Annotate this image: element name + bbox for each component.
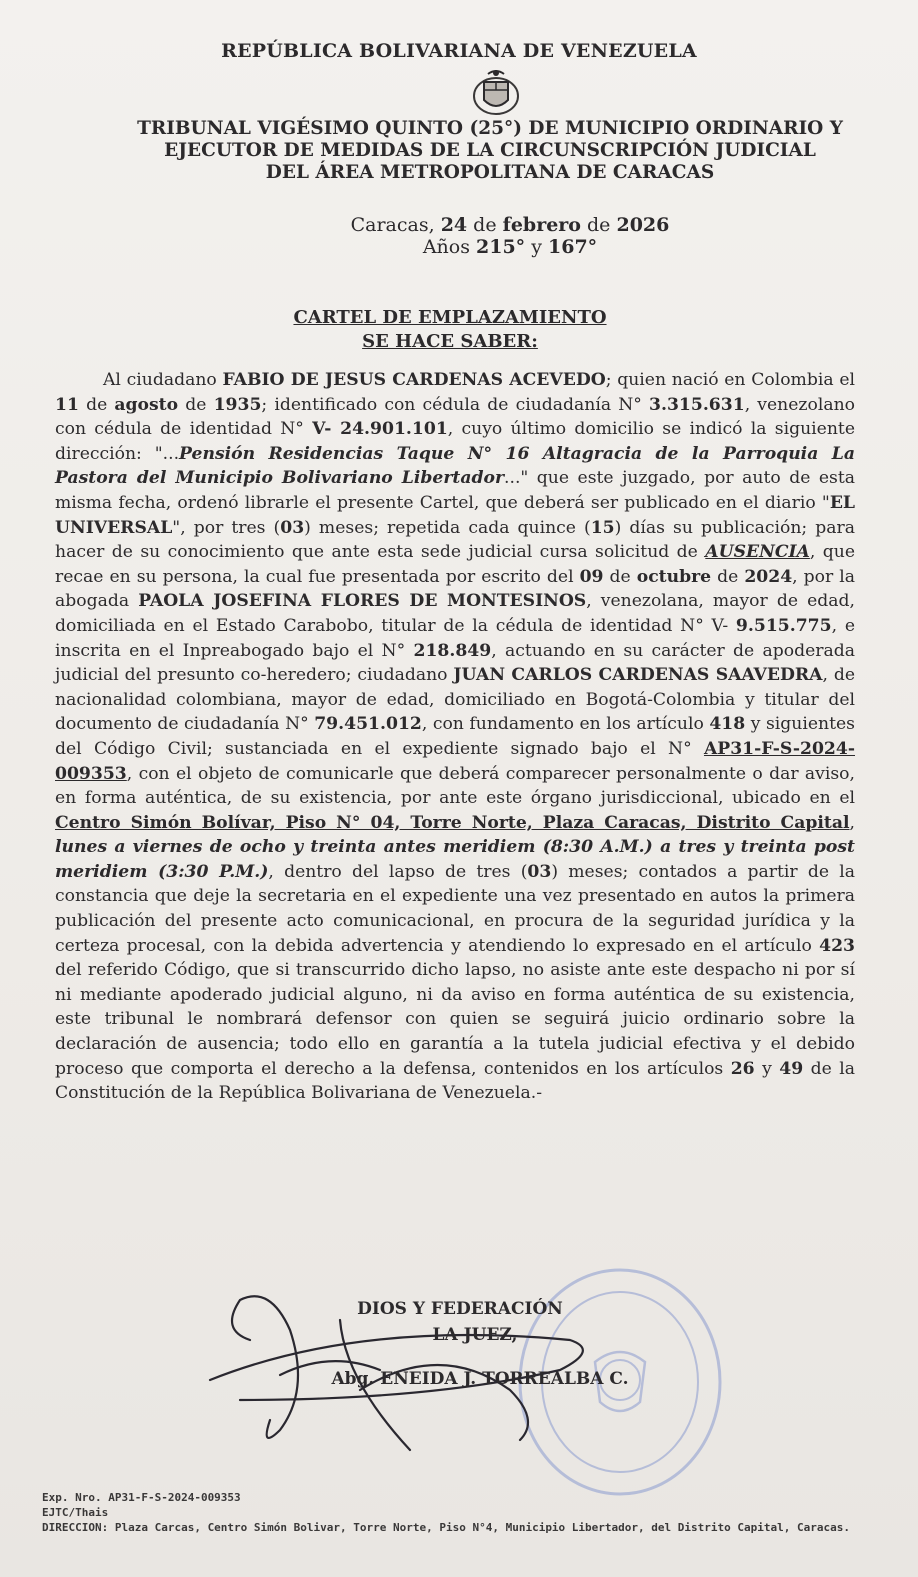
document-title (240, 306, 660, 354)
court-line-1: TRIBUNAL VIGÉSIMO QUINTO (25°) DE MUNICIPIO ORDINARIO Y (137, 118, 843, 139)
closing-role: LA JUEZ, (432, 1325, 518, 1345)
title-line-1: CARTEL DE EMPLAZAMIENTO (293, 307, 607, 328)
footer-references (42, 1490, 862, 1535)
closing-salutation: DIOS Y FEDERACIÓN (357, 1299, 563, 1319)
signer-name: Abg. ENEIDA J. TORREALBA C. (331, 1369, 629, 1389)
footer-initials: EJTC/Thais (42, 1506, 109, 1519)
court-line-2: EJECUTOR DE MEDIDAS DE LA CIRCUNSCRIPCIÓN JUDICIAL (164, 140, 816, 161)
country-heading: REPÚBLICA BOLIVARIANA DE VENEZUELA (221, 40, 697, 62)
dateline (250, 214, 770, 258)
closing-block (280, 1296, 640, 1392)
footer-address: DIRECCION: Plaza Carcas, Centro Simón Bolivar, Torre Norte, Piso N°4, Municipio Libertador, del Distrito Capital, Caracas. (42, 1521, 850, 1534)
footer-expediente: Exp. Nro. AP31-F-S-2024-009353 (42, 1491, 241, 1504)
court-line-3: DEL ÁREA METROPOLITANA DE CARACAS (265, 162, 715, 183)
title-line-2: SE HACE SABER: (362, 331, 538, 352)
notice-body (55, 368, 855, 1106)
date-line: Caracas, 24 de febrero de 2026 (350, 214, 670, 236)
coat-of-arms-icon (470, 66, 522, 118)
years-line: Años 215° y 167° (422, 236, 598, 258)
body-paragraph: Al ciudadano FABIO DE JESUS CARDENAS ACEVEDO; quien nació en Colombia el 11 de agosto de 1935; identificado con cédula de ciudadanía N° 3.315.631, venezolano con cédula de identidad N° V- 24.901.101, cuyo último domicilio se indicó la siguiente dirección: "...Pensión Residencias Taque N° 16 Altagracia de la Parroquia La Pastora del Municipio Bolivariano Libertador..." que este juzgado, por auto de esta misma fecha, ordenó librarle el presente Cartel, que deberá ser publicado en el diario "EL UNIVERSAL", por tres (03) meses; repetida cada quince (15) días su publicación; para hacer de su conocimiento que ante esta sede judicial cursa solicitud de AUSENCIA, que recae en su persona, la cual fue presentada por escrito del 09 de octubre de 2024, por la abogada PAOLA JOSEFINA FLORES DE MONTESINOS, venezolana, mayor de edad, domiciliada en el Estado Carabobo, titular de la cédula de identidad N° V- 9.515.775, e inscrita en el Inpreabogado bajo el N° 218.849, actuando en su carácter de apoderada judicial del presunto co-heredero; ciudadano JUAN CARLOS CARDENAS SAAVEDRA, de nacionalidad colombiana, mayor de edad, domiciliado en Bogotá-Colombia y titular del documento de ciudadanía N° 79.451.012, con fundamento en los artículo 418 y siguientes del Código Civil; sustanciada en el expediente signado bajo el N° AP31-F-S-2024-009353, con el objeto de comunicarle que deberá comparecer personalmente o dar aviso, en forma auténtica, de su existencia, por ante este órgano jurisdiccional, ubicado en el Centro Simón Bolívar, Piso N° 04, Torre Norte, Plaza Caracas, Distrito Capital, lunes a viernes de ocho y treinta antes meridiem (8:30 A.M.) a tres y treinta post meridiem (3:30 P.M.), dentro del lapso de tres (03) meses; contados a partir de la constancia que deje la secretaria en el expediente una vez presentado en autos la primera publicación del presente acto comunicacional, en procura de la seguridad jurídica y la certeza procesal, con la debida advertencia y atendiendo lo expresado en el artículo 423 del referido Código, que si transcurrido dicho lapso, no asiste ante este despacho ni por sí ni mediante apoderado judicial alguno, ni da aviso en forma auténtica de su existencia, este tribunal le nombrará defensor con quien se seguirá juicio ordinario sobre la declaración de ausencia; todo ello en garantía a la tutela judicial efectiva y el debido proceso que comporta el derecho a la defensa, contenidos en los artículos 26 y 49 de la Constitución de la República Bolivariana de Venezuela.- (55, 370, 856, 1104)
court-heading (100, 118, 880, 184)
